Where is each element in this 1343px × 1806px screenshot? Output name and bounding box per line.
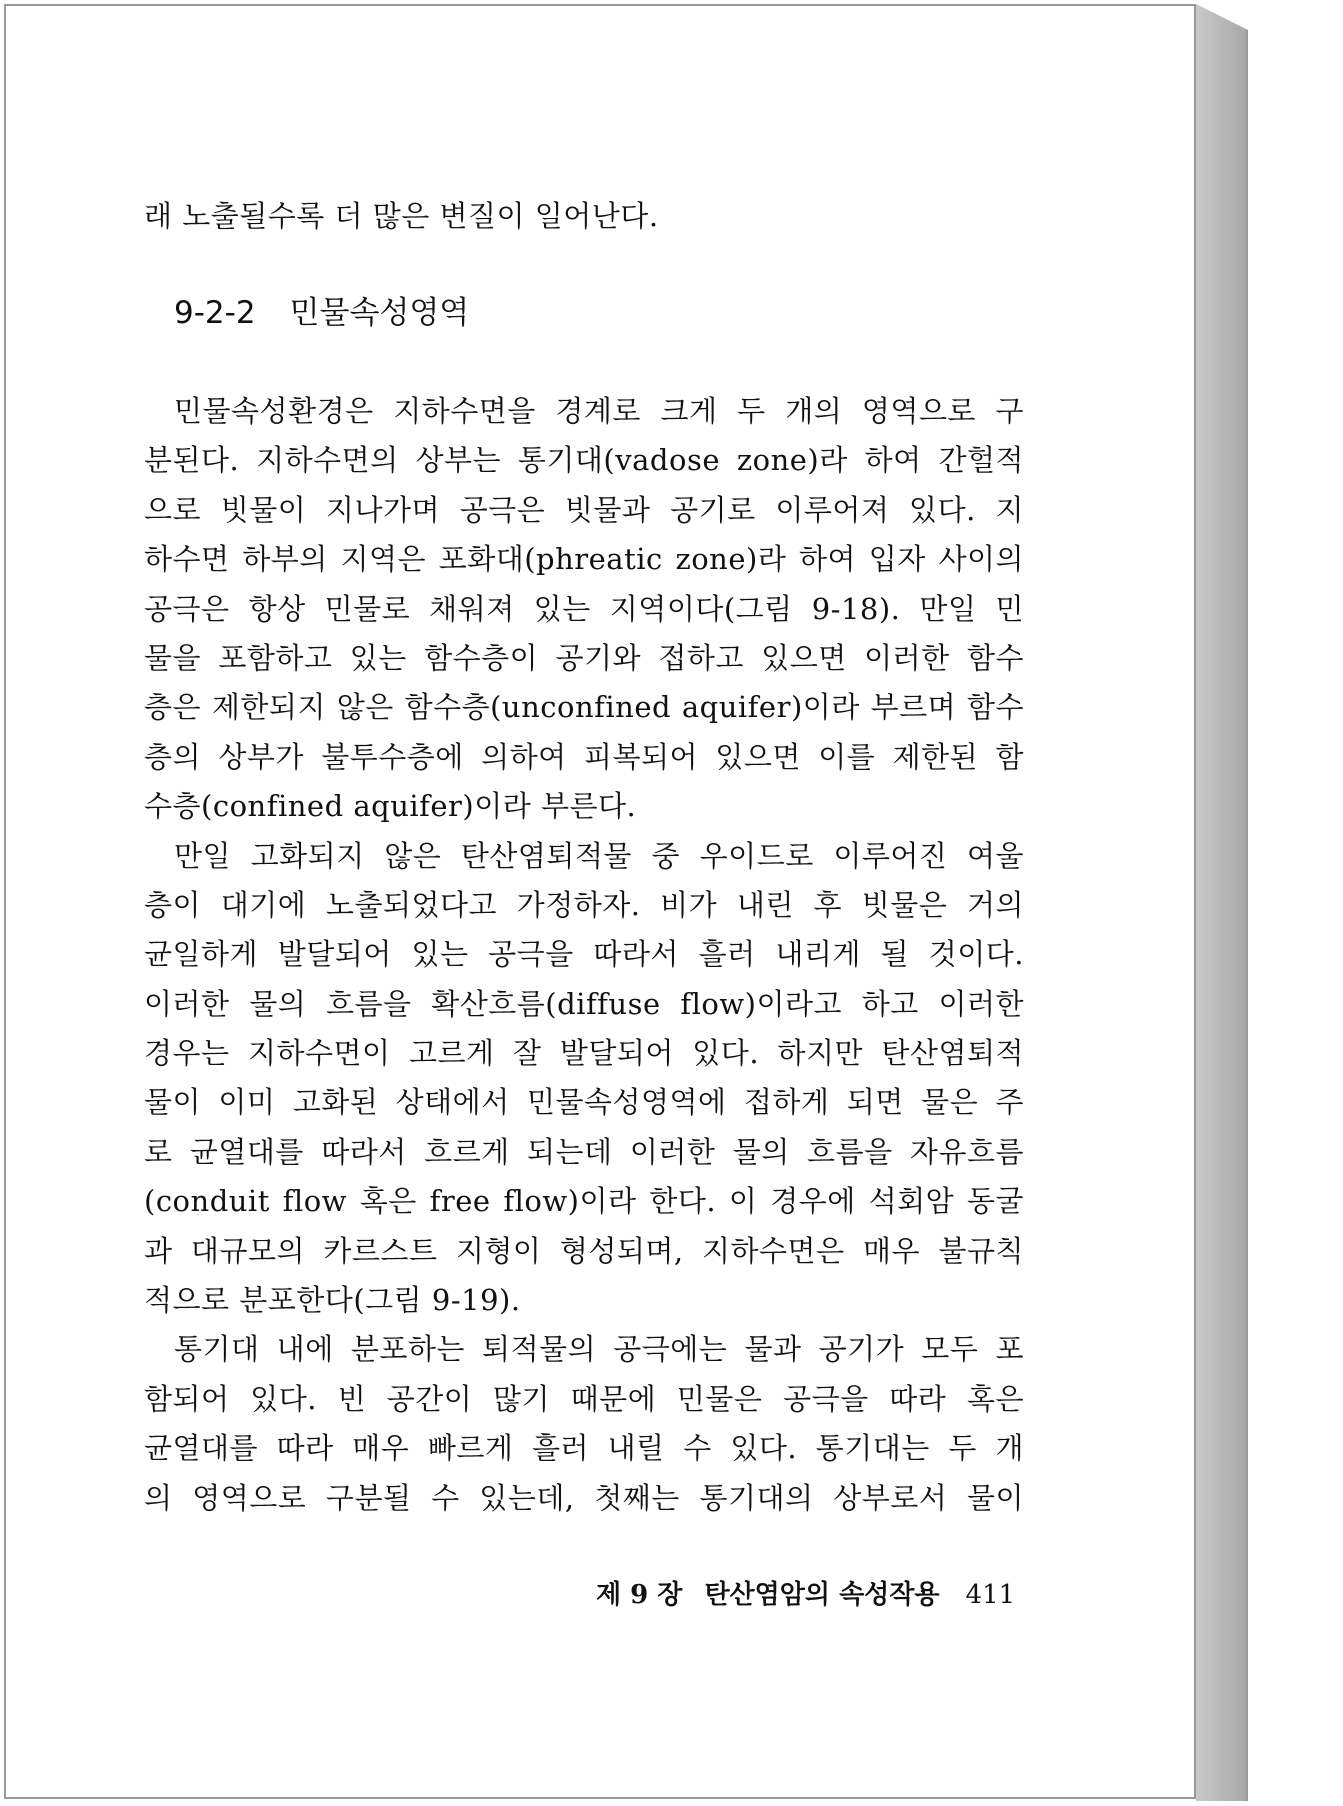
text-line: 층이 대기에 노출되었다고 가정하자. 비가 내린 후 빗물은 거의 [144,887,1024,922]
chapter-label: 제 9 장 [596,1580,683,1610]
text-line: 층은 제한되지 않은 함수층(unconfined aquifer)이라 부르며 함수 [144,690,1024,725]
paragraph [144,1325,1024,1523]
text-line: 분된다. 지하수면의 상부는 통기대(vadose zone)라 하여 간헐적 [144,443,1024,478]
text-line: 만일 고화되지 않은 탄산염퇴적물 중 우이드로 이루어진 여울 [174,838,1024,873]
text-line: 공극은 항상 민물로 채워져 있는 지역이다(그림 9-18). 만일 민 [144,591,1024,626]
paragraph [144,832,1024,1326]
chapter-title: 탄산염암의 속성작용 [704,1580,940,1610]
text-line: 하수면 하부의 지역은 포화대(phreatic zone)라 하여 입자 사이의 [144,542,1024,577]
text-line: 함되어 있다. 빈 공간이 많기 때문에 민물은 공극을 따라 혹은 [144,1381,1024,1416]
text-line: (conduit flow 혹은 free flow)이라 한다. 이 경우에 석회암 동굴 [144,1184,1024,1219]
text-line: 과 대규모의 카르스트 지형이 형성되며, 지하수면은 매우 불규칙 [144,1233,1024,1268]
text-line: 경우는 지하수면이 고르게 잘 발달되어 있다. 하지만 탄산염퇴적 [144,1036,1024,1071]
text-line: 균일하게 발달되어 있는 공극을 따라서 흘러 내리게 될 것이다. [144,937,1024,972]
text-line: 민물속성환경은 지하수면을 경계로 크게 두 개의 영역으로 구 [174,394,1024,428]
text-line: 수층(confined aquifer)이라 부른다. [144,789,637,824]
text-line: 물을 포함하고 있는 함수층이 공기와 접하고 있으면 이러한 함수 [144,640,1024,675]
page-number: 411 [965,1580,1016,1610]
page-footer [596,1575,1015,1615]
text-line: 층의 상부가 불투수층에 의하여 피복되어 있으면 이를 제한된 함 [144,739,1024,774]
text-line: 으로 빗물이 지나가며 공극은 빗물과 공기로 이루어져 있다. 지 [144,492,1024,527]
text-line: 적으로 분포한다(그림 9-19). [144,1283,521,1318]
section-heading [174,288,469,338]
text-line: 이러한 물의 흐름을 확산흐름(diffuse flow)이라고 하고 이러한 [144,986,1024,1021]
section-number: 9-2-2 [174,295,256,331]
text-line: 통기대 내에 분포하는 퇴적물의 공극에는 물과 공기가 모두 포 [174,1332,1024,1367]
book-edge [1196,4,1248,1801]
text-line: 로 균열대를 따라서 흐르게 되는데 이러한 물의 흐름을 자유흐름 [144,1134,1024,1169]
paragraph [144,387,1024,832]
text-line: 물이 이미 고화된 상태에서 민물속성영역에 접하게 되면 물은 주 [144,1085,1024,1120]
text-line: 의 영역으로 구분될 수 있는데, 첫째는 통기대의 상부로서 물이 [144,1480,1024,1515]
body-text [144,387,1024,1523]
text-line: 균열대를 따라 매우 빠르게 흘러 내릴 수 있다. 통기대는 두 개 [144,1431,1024,1466]
opening-line: 래 노출될수록 더 많은 변질이 일어난다. [144,199,659,233]
section-title: 민물속성영역 [289,295,470,331]
